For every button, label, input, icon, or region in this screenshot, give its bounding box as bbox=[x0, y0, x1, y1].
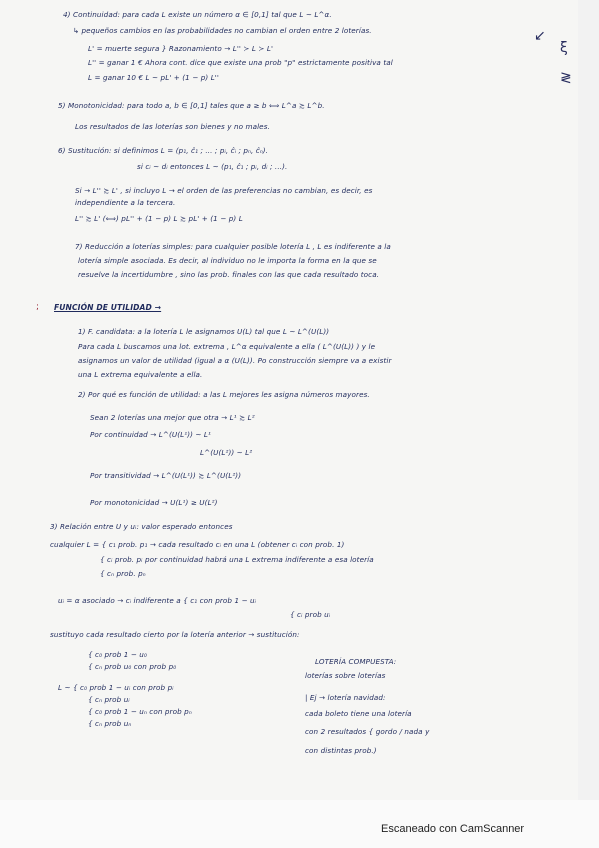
section-bullet-mark: ; bbox=[36, 302, 40, 312]
page-edge bbox=[578, 0, 599, 800]
note-line: Para cada L buscamos una lot. extrema , L^α equivalente a ella ( L^(U(L)) ) y le bbox=[78, 342, 376, 351]
note-line: 2) Por qué es función de utilidad: a las L mejores les asigna números mayores. bbox=[78, 390, 370, 399]
note-line: { cₙ prob u₀ con prob p₀ bbox=[88, 662, 177, 671]
note-line: { cₙ prob uₙ bbox=[88, 719, 132, 728]
note-line: L'' ≿ L' (⟺) pL'' + (1 − p) L ≿ pL' + (1 − p) L bbox=[75, 214, 243, 223]
note-line: uᵢ = α asociado → cᵢ indiferente a { c₁ con prob 1 − uᵢ bbox=[58, 596, 257, 605]
margin-scribble: ξ bbox=[560, 40, 568, 56]
note-line: L' = muerte segura } Razonamiento → L'' ≻ L ≻ L' bbox=[88, 44, 274, 53]
note-line: Por transitividad → L^(U(L¹)) ≿ L^(U(L²)) bbox=[90, 471, 242, 480]
note-line: con distintas prob.) bbox=[305, 746, 377, 755]
note-line: { cₙ prob. pₙ bbox=[100, 569, 146, 578]
note-line: Por continuidad → L^(U(L¹)) ~ L¹ bbox=[90, 430, 211, 439]
note-line: lotería simple asociada. Es decir, al individuo no le importa la forma en la que se bbox=[78, 256, 377, 265]
note-line: 5) Monotonicidad: para todo a, b ∈ [0,1] tales que a ≥ b ⟺ L^a ≿ L^b. bbox=[58, 101, 325, 110]
note-line: { cᵢ prob. pᵢ por continuidad habrá una L extrema indiferente a esa lotería bbox=[100, 555, 374, 564]
note-line: L ~ { c₀ prob 1 − uᵢ con prob pᵢ bbox=[58, 683, 174, 692]
note-line: L^(U(L²)) ~ L² bbox=[200, 448, 253, 457]
note-line: 7) Reducción a loterías simples: para cualquier posible lotería L , L es indiferente a la bbox=[75, 242, 391, 251]
note-line: L = ganar 10 € L ~ pL' + (1 − p) L'' bbox=[88, 73, 219, 82]
note-line: resuelve la incertidumbre , sino las prob. finales con las que cada resultado toca. bbox=[78, 270, 380, 279]
note-line: Si → L'' ≿ L' , si incluyo L → el orden de las preferencias no cambian, es decir, es bbox=[75, 186, 373, 195]
section-heading: FUNCIÓN DE UTILIDAD → bbox=[54, 303, 162, 312]
note-line: LOTERÍA COMPUESTA: bbox=[315, 657, 397, 666]
note-line: una L extrema equivalente a ella. bbox=[78, 370, 203, 379]
note-line: Sean 2 loterías una mejor que otra → L¹ ≿ L² bbox=[90, 413, 255, 422]
note-line: sustituyo cada resultado cierto por la lotería anterior → sustitución: bbox=[50, 630, 300, 639]
note-line: 4) Continuidad: para cada L existe un número α ∈ [0,1] tal que L ~ L^α. bbox=[63, 10, 332, 19]
note-line: 1) F. candidata: a la lotería L le asignamos U(L) tal que L ~ L^(U(L)) bbox=[78, 327, 330, 336]
note-line: { c₀ prob 1 − u₀ bbox=[88, 650, 147, 659]
scanner-watermark: Escaneado con CamScanner bbox=[381, 823, 525, 835]
margin-scribble: ↙ bbox=[534, 28, 546, 44]
note-line: con 2 resultados { gordo / nada y bbox=[305, 727, 430, 736]
note-line: 6) Sustitución: si definimos L = (p₁, ĉ₁ ; ... ; pᵢ, ĉᵢ ; pₙ, ĉₙ). bbox=[58, 146, 269, 155]
note-line: Los resultados de las loterías son bienes y no males. bbox=[75, 122, 270, 131]
note-line: cualquier L = { c₁ prob. p₁ → cada resultado cᵢ en una L (obtener cᵢ con prob. 1) bbox=[50, 540, 345, 549]
note-line: independiente a la tercera. bbox=[75, 198, 176, 207]
note-line: 3) Relación entre U y uᵢ: valor esperado entonces bbox=[50, 522, 233, 531]
note-line: | Ej → lotería navidad: bbox=[305, 693, 386, 702]
note-line: loterías sobre loterías bbox=[305, 671, 386, 680]
note-line: ↳ pequeños cambios en las probabilidades no cambian el orden entre 2 loterías. bbox=[73, 26, 372, 35]
note-line: { cᵢ prob uᵢ bbox=[290, 610, 331, 619]
margin-scribble: ≷ bbox=[560, 70, 572, 86]
note-line: si cᵢ ~ dᵢ entonces L ~ (p₁, ĉ₁ ; pᵢ, dᵢ ; ...). bbox=[137, 162, 288, 171]
note-line: { c₀ prob 1 − uₙ con prob pₙ bbox=[88, 707, 192, 716]
note-line: cada boleto tiene una lotería bbox=[305, 709, 412, 718]
note-line: { cₙ prob uᵢ bbox=[88, 695, 130, 704]
note-line: asignamos un valor de utilidad (igual a α (U(L)). Po construcción siempre va a existir bbox=[78, 356, 392, 365]
note-line: Por monotonicidad → U(L¹) ≥ U(L²) bbox=[90, 498, 218, 507]
note-line: L'' = ganar 1 € Ahora cont. dice que existe una prob "p" estrictamente positiva tal bbox=[88, 58, 393, 67]
